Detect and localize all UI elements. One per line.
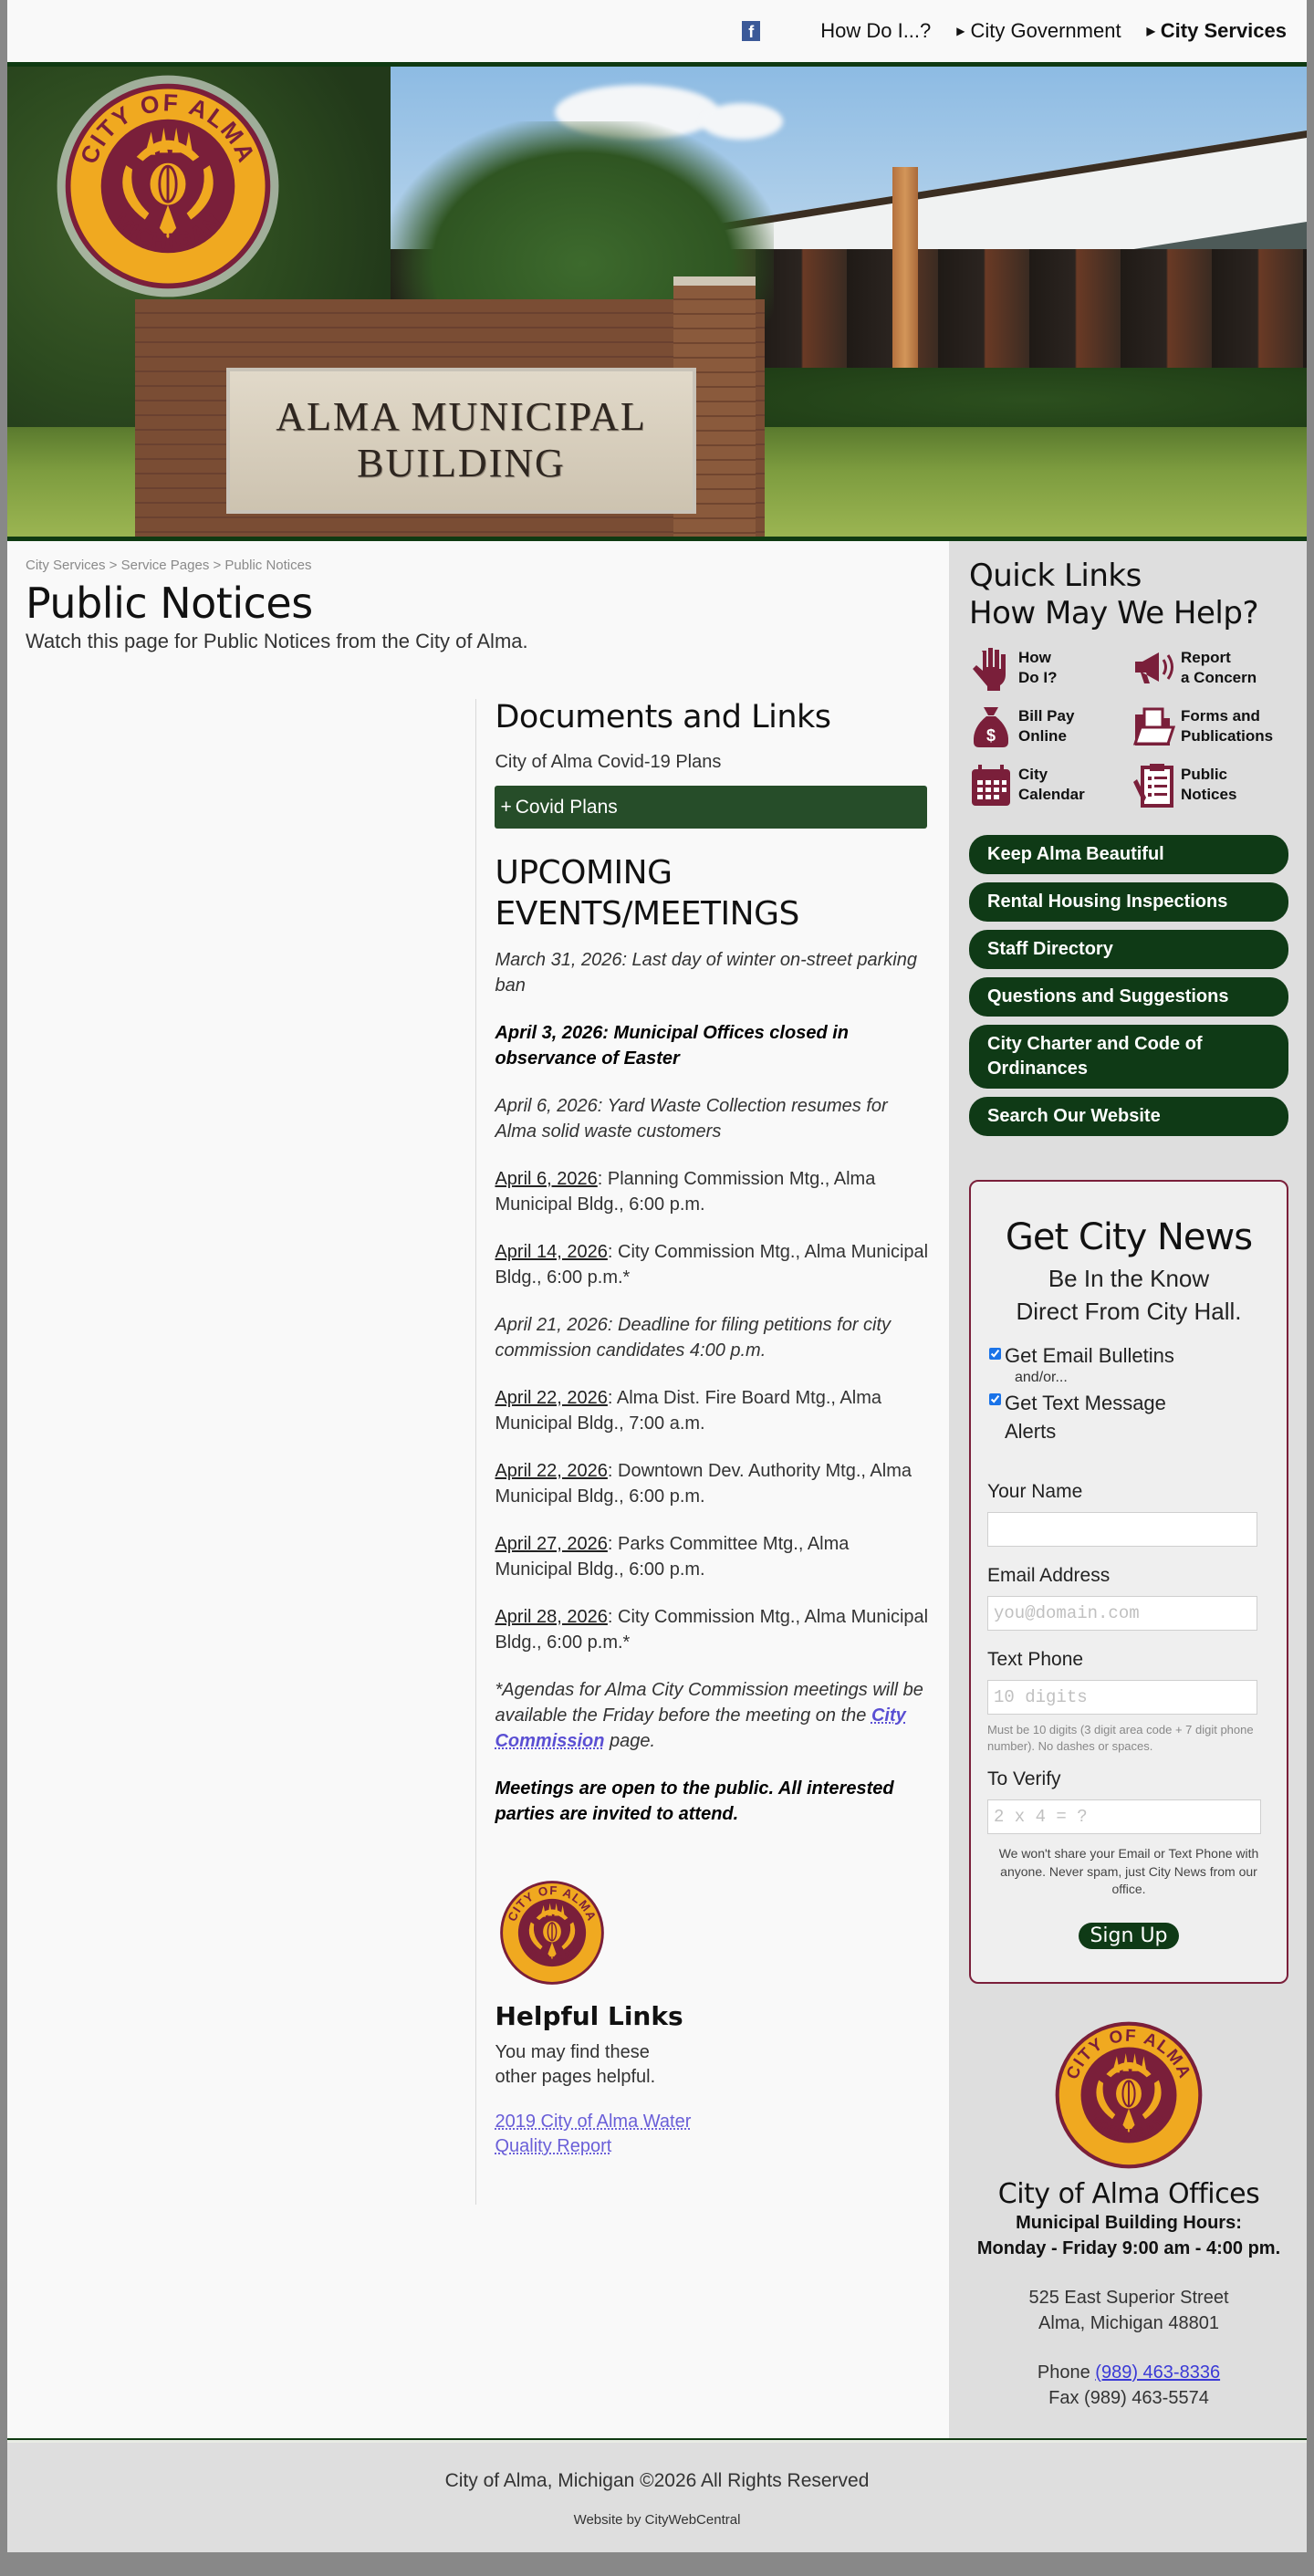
city-seal-office [1054,2020,1204,2170]
left-column [26,699,475,2205]
phone-input[interactable] [987,1680,1257,1715]
public-meetings-note: Meetings are open to the public. All interested parties are invited to attend. [495,1778,894,1824]
hand-icon [969,645,1013,691]
page-title: Public Notices [26,579,313,628]
event-item: April 28, 2026: City Commission Mtg., Alma Municipal Bldg., 6:00 p.m.* [495,1607,929,1653]
page-intro: Watch this page for Public Notices from the City of Alma. [26,630,528,652]
nav-how-do-i[interactable] [820,19,931,43]
name-input[interactable] [987,1512,1257,1547]
event-item: April 6, 2026: Planning Commission Mtg., Alma Municipal Bldg., 6:00 p.m. [495,1169,876,1215]
office-address: 525 East Superior Street Alma, Michigan 48801 [1028,2287,1229,2333]
email-bulletins-checkbox[interactable] [989,1348,1001,1360]
megaphone-icon [1132,645,1175,691]
event-item: April 27, 2026: Parks Committee Mtg., Alma Municipal Bldg., 6:00 p.m. [495,1534,850,1580]
page-bottom-margin [0,2552,1314,2561]
quick-links-title: Quick Links How May We Help? [969,558,1258,631]
svg-text:MICHIGAN: MICHIGAN [108,208,228,255]
text-alerts-option[interactable] [987,1390,1270,1446]
top-navigation [7,0,1307,62]
quick-link-label: Report a Concern [1181,648,1257,686]
breadcrumb[interactable]: City Services > Service Pages > Public Notices [26,558,312,573]
event-item: March 31, 2026: Last day of winter on-street parking ban [495,950,917,996]
event-item: April 22, 2026: Downtown Dev. Authority Mtg., Alma Municipal Bldg., 6:00 p.m. [495,1461,912,1507]
quick-link-label: Bill Pay Online [1018,706,1075,745]
email-label: Email Address [987,1564,1111,1586]
verify-label: To Verify [987,1768,1061,1790]
quick-links-grid [969,645,1288,808]
phone-help-text: Must be 10 digits (3 digit area code + 7 digit phone number). No dashes or spaces. [987,1722,1254,1753]
documents-title: Documents and Links [495,699,831,735]
event-date-link[interactable]: April 14, 2026 [495,1242,608,1262]
nav-city-services[interactable] [1147,19,1287,43]
news-subtitle: Be In the Know Direct From City Hall. [1016,1264,1242,1325]
office-contact: Phone (989) 463-8336 Fax (989) 463-5574 [969,2360,1288,2411]
nav-label: How Do I...? [820,19,932,42]
nav-city-government[interactable] [956,19,1121,43]
city-seal-small [499,1880,605,1986]
svg-text:MICHIGAN: MICHIGAN [1086,2110,1172,2144]
page-frame [7,0,1307,2552]
covid-plans-accordion[interactable] [495,786,927,829]
office-title: City of Alma Offices [997,2177,1260,2210]
helpful-links-title: Helpful Links [495,2001,683,2031]
svg-text:CITY OF ALMA: CITY OF ALMA [505,1883,600,1924]
questions-suggestions-button[interactable]: Questions and Suggestions [969,977,1288,1017]
event-item: April 14, 2026: City Commission Mtg., Alma Municipal Bldg., 6:00 p.m.* [495,1242,929,1288]
search-website-button[interactable]: Search Our Website [969,1097,1288,1136]
event-date-link[interactable]: April 22, 2026 [495,1388,608,1408]
water-quality-report-link[interactable]: 2019 City of Alma Water Quality Report [495,2112,692,2156]
events-title: UPCOMING EVENTS/MEETINGS [495,854,799,933]
event-item: April 22, 2026: Alma Dist. Fire Board Mtg., Alma Municipal Bldg., 7:00 a.m. [495,1388,881,1434]
sign-text: ALMA MUNICIPAL [276,394,647,440]
event-date-link[interactable]: April 28, 2026 [495,1607,608,1627]
email-input[interactable] [987,1596,1257,1631]
events-list [495,947,931,1655]
money-bag-icon [969,704,1013,749]
news-title: Get City News [1005,1215,1253,1258]
quick-link-forms[interactable] [1132,704,1294,749]
right-column [475,699,931,2205]
privacy-text: We won't share your Email or Text Phone with anyone. Never spam, just City News from our office. [998,1846,1259,1897]
quick-link-report-concern[interactable] [1132,645,1294,691]
office-info [969,2020,1288,2411]
office-hours: Municipal Building Hours: Monday - Friday 9:00 am - 4:00 pm. [976,2212,1281,2258]
event-date-link[interactable]: April 27, 2026 [495,1534,608,1554]
checkbox-label: Get Text Message Alerts [1005,1392,1166,1444]
keep-alma-beautiful-button[interactable]: Keep Alma Beautiful [969,835,1288,874]
clipboard-icon [1132,762,1175,808]
event-item: April 3, 2026: Municipal Offices closed in observance of Easter [495,1023,849,1069]
phone-label: Text Phone [987,1648,1084,1670]
sidebar [949,541,1307,2438]
banner-sign [226,368,696,514]
checkbox-label: Get Email Bulletins [1005,1344,1174,1368]
quick-link-label: City Calendar [1018,765,1085,803]
name-label: Your Name [987,1480,1083,1502]
svg-text:CITY OF ALMA: CITY OF ALMA [74,89,262,168]
event-item: April 6, 2026: Yard Waste Collection resumes for Alma solid waste customers [495,1096,888,1142]
city-seal-logo[interactable] [35,71,301,301]
city-news-signup-form [969,1180,1288,1984]
documents-label: City of Alma Covid-19 Plans [495,752,722,772]
quick-link-label: Forms and Publications [1181,706,1274,745]
main-columns [26,699,931,2205]
folder-icon [1132,704,1175,749]
phone-link[interactable]: (989) 463-8336 [1095,2362,1221,2383]
city-commission-link[interactable]: City Commission [495,1705,906,1751]
plus-icon: + [500,796,512,818]
svg-text:CITY OF ALMA: CITY OF ALMA [1062,2025,1195,2082]
city-charter-button[interactable]: City Charter and Code of Ordinances [969,1025,1288,1089]
helpful-links-text: You may find these other pages helpful. [495,2042,656,2087]
event-item: April 21, 2026: Deadline for filing petitions for city commission candidates 4:00 p.m. [495,1315,892,1361]
email-bulletins-option[interactable] [987,1344,1270,1368]
fax-number: Fax (989) 463-5574 [1048,2387,1209,2408]
sign-text: BUILDING [357,441,566,485]
sidebar-link-buttons [969,835,1288,1136]
quick-link-label: Public Notices [1181,765,1237,803]
copyright-text: City of Alma, Michigan ©2026 All Rights Reserved [444,2469,870,2491]
quick-link-label: How Do I? [1018,648,1058,686]
content-area [7,541,1307,2438]
accordion-label: Covid Plans [515,796,618,818]
text-alerts-checkbox[interactable] [989,1393,1001,1405]
quick-link-calendar[interactable] [969,762,1132,808]
footer [7,2443,1307,2552]
verify-input[interactable] [987,1799,1261,1834]
agenda-note: *Agendas for Alma City Commission meetings will be available the Friday before the meeting on the City Commission page. [495,1680,923,1751]
sign-up-button[interactable]: Sign Up [1079,1923,1178,1949]
website-credit-link[interactable]: Website by CityWebCentral [573,2511,741,2528]
svg-text:MICHIGAN: MICHIGAN [522,1943,583,1967]
banner-shrubs [756,368,1307,432]
quick-link-bill-pay[interactable] [969,704,1132,749]
triangle-right-icon: ▶ [956,25,965,37]
staff-directory-button[interactable]: Staff Directory [969,930,1288,969]
facebook-icon[interactable]: f [742,21,760,41]
svg-text:$: $ [986,725,996,745]
nav-label: City Services [1160,19,1287,42]
nav-label: City Government [970,19,1121,42]
quick-link-how-do-i[interactable] [969,645,1132,691]
and-or-text: and/or... [1015,1370,1068,1386]
rental-housing-inspections-button[interactable]: Rental Housing Inspections [969,882,1288,922]
triangle-right-icon: ▶ [1146,25,1155,37]
main-content [7,541,949,2438]
event-date-link[interactable]: April 22, 2026 [495,1461,608,1481]
quick-link-public-notices[interactable] [1132,762,1294,808]
calendar-icon [969,762,1013,808]
event-date-link[interactable]: April 6, 2026 [495,1169,598,1189]
